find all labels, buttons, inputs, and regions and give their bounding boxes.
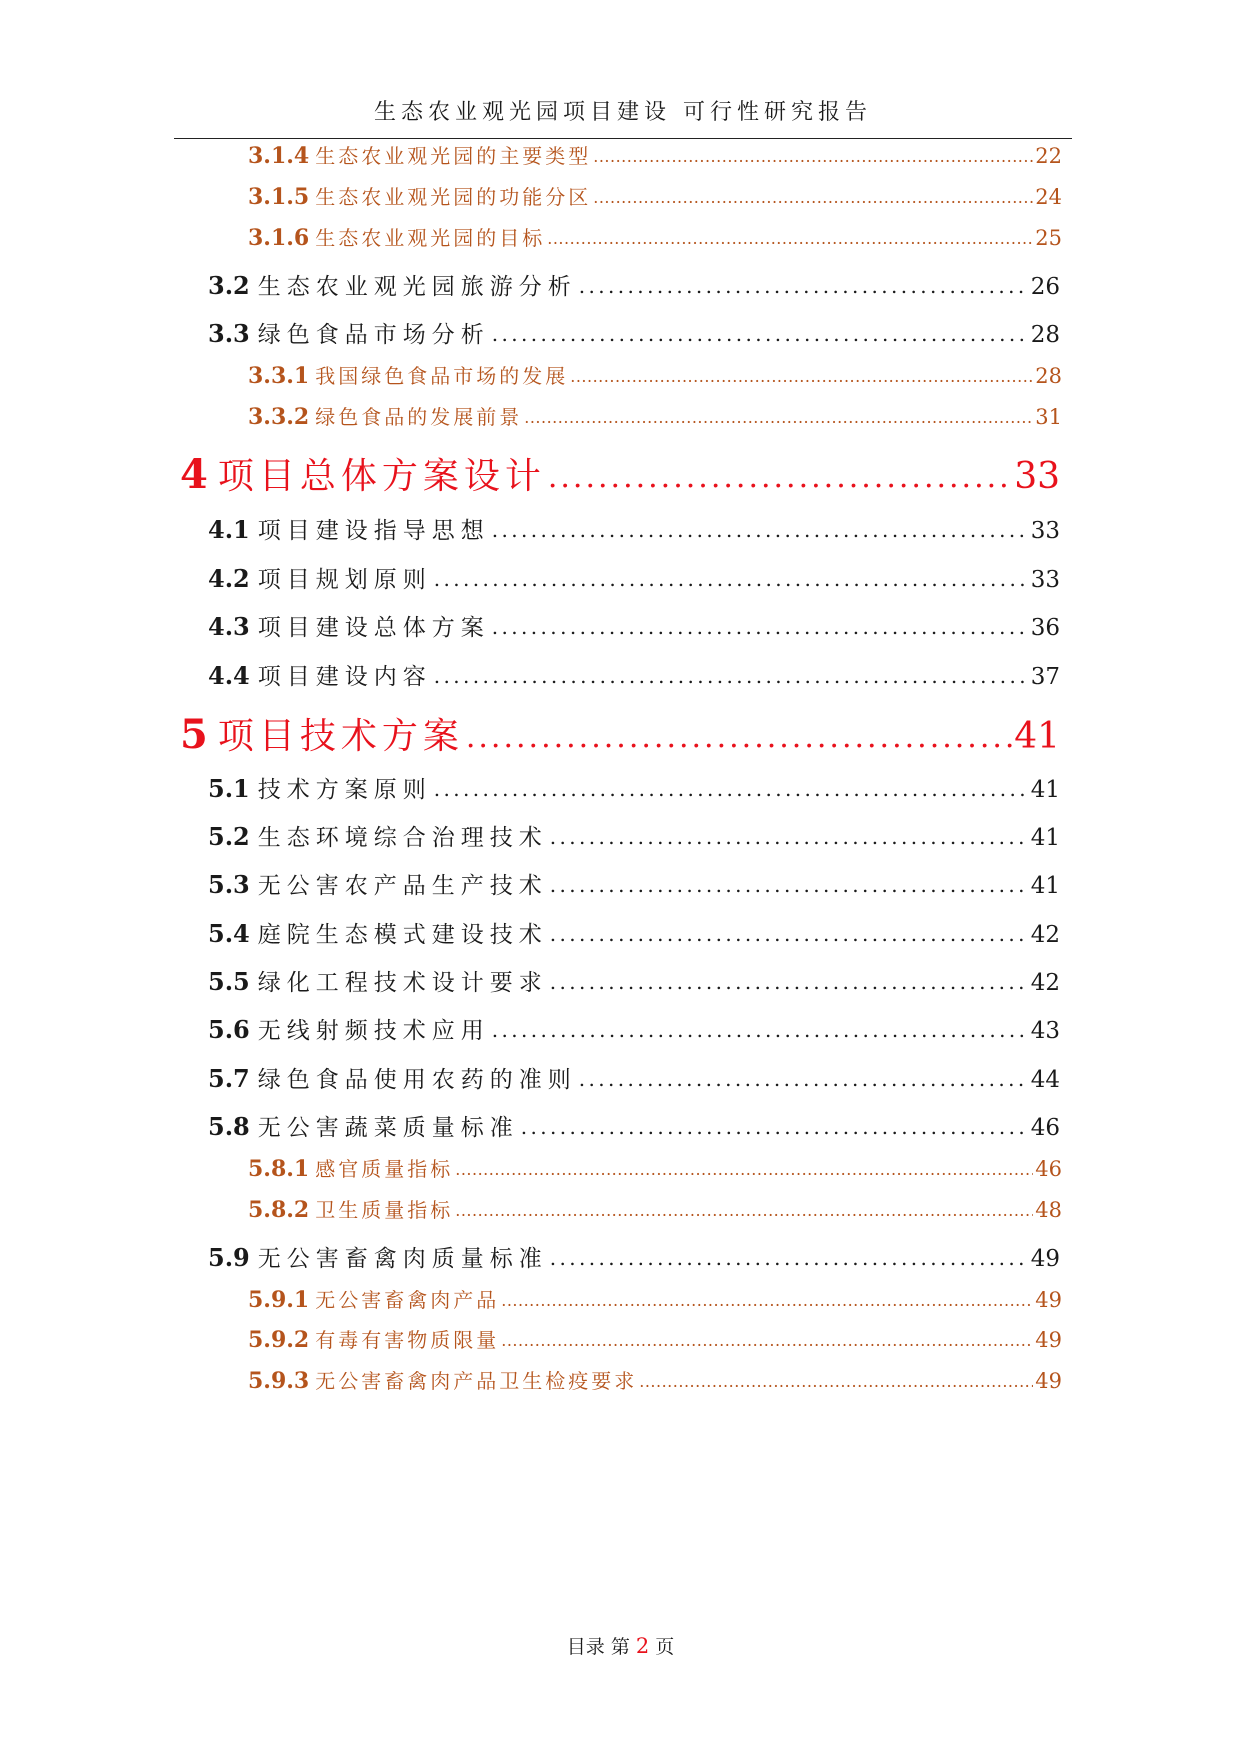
toc-entry-page: 42 [1030,970,1060,996]
toc-leader-dots [492,518,1029,542]
toc-entry-5-4[interactable] [208,916,1060,950]
toc-leader-dots [492,322,1029,346]
toc-entry-3-3-1[interactable] [248,360,1062,390]
toc-entry-page: 36 [1030,615,1060,641]
toc-entry-title: 绿色食品使用农药的准则 [257,1067,577,1093]
toc-leader-dots [501,1331,1033,1350]
toc-entry-title: 无公害农产品生产技术 [257,873,548,899]
toc-entry-number: 3.1.5 [248,184,310,210]
toc-entry-title: 项目建设指导思想 [257,518,490,544]
toc-entry-page: 41 [1014,716,1060,757]
toc-entry-title: 我国绿色食品市场的发展 [315,364,569,388]
toc-entry-title: 无公害蔬菜质量标准 [257,1115,519,1141]
toc-entry-page: 26 [1030,274,1060,300]
toc-entry-number: 4 [180,451,208,498]
toc-entry-page: 49 [1035,1288,1062,1312]
toc-entry-number: 5.3 [208,870,250,899]
toc-entry-number: 5.5 [208,967,250,996]
toc-entry-5-9-1[interactable] [248,1284,1062,1314]
toc-entry-page: 46 [1030,1115,1060,1141]
toc-entry-title: 绿化工程技术设计要求 [257,970,548,996]
toc-entry-title: 绿色食品市场分析 [257,322,490,348]
toc-entry-number: 5.9 [208,1243,250,1272]
toc-leader-dots [570,367,1033,386]
toc-entry-page: 33 [1014,456,1060,497]
toc-entry-title: 项目建设总体方案 [257,615,490,641]
toc-entry-page: 31 [1035,405,1062,429]
toc-entry-title: 生态环境综合治理技术 [257,825,548,851]
toc-entry-title: 卫生质量指标 [315,1198,454,1222]
footer-suffix: 页 [655,1636,675,1658]
toc-leader-dots [550,922,1029,946]
toc-entry-number: 3.3.2 [248,404,310,430]
toc-entry-page: 33 [1030,567,1060,593]
toc-entry-3-1-5[interactable] [248,181,1062,211]
toc-entry-4-3[interactable] [208,609,1060,643]
toc-entry-5[interactable] [180,708,1060,764]
toc-entry-number: 4.3 [208,612,250,641]
toc-leader-dots [466,720,1012,755]
toc-entry-5-6[interactable] [208,1012,1060,1046]
toc-entry-title: 庭院生态模式建设技术 [257,922,548,948]
toc-entry-5-9[interactable] [208,1240,1060,1274]
toc-entry-page: 37 [1030,664,1060,690]
toc-entry-number: 5.6 [208,1015,250,1044]
document-title: 生态农业观光园项目建设 可行性研究报告 [374,100,872,125]
toc-leader-dots [550,1246,1029,1270]
toc-entry-number: 5.8.1 [248,1156,310,1182]
toc-entry-5-8-2[interactable] [248,1194,1062,1224]
toc-entry-page: 24 [1035,185,1062,209]
toc-leader-dots [550,825,1029,849]
toc-entry-number: 5.8.2 [248,1197,310,1223]
toc-entry-number: 5.1 [208,774,250,803]
toc-entry-5-5[interactable] [208,964,1060,998]
toc-leader-dots [521,1115,1029,1139]
toc-entry-3-1-6[interactable] [248,222,1062,252]
toc-entry-5-3[interactable] [208,867,1060,901]
toc-entry-number: 4.2 [208,564,250,593]
toc-entry-5-2[interactable] [208,819,1060,853]
footer-page-number: 2 [635,1634,650,1658]
toc-entry-number: 3.1.6 [248,225,310,251]
toc-leader-dots [639,1372,1033,1391]
toc-entry-title: 无公害畜禽肉产品卫生检疫要求 [315,1369,638,1393]
toc-entry-5-9-3[interactable] [248,1365,1062,1395]
toc-entry-title: 技术方案原则 [257,777,432,803]
toc-entry-3-3[interactable] [208,316,1060,350]
toc-entry-page: 33 [1030,518,1060,544]
toc-entry-number: 3.3.1 [248,363,310,389]
toc-entry-title: 生态农业观光园的目标 [315,226,546,250]
toc-entry-number: 3.1.4 [248,143,310,169]
toc-entry-page: 44 [1030,1067,1060,1093]
toc-entry-title: 生态农业观光园的功能分区 [315,185,592,209]
toc-entry-number: 5.9.2 [248,1327,310,1353]
toc-leader-dots [547,229,1033,248]
toc-entry-number: 5.8 [208,1112,250,1141]
toc-entry-page: 49 [1035,1369,1062,1393]
toc-leader-dots [524,408,1033,427]
toc-entry-page: 25 [1035,226,1062,250]
toc-entry-title: 无线射频技术应用 [257,1018,490,1044]
toc-entry-number: 5.7 [208,1064,250,1093]
toc-entry-page: 41 [1030,777,1060,803]
toc-entry-title: 有毒有害物质限量 [315,1328,500,1352]
toc-entry-3-1-4[interactable] [248,140,1062,170]
toc-entry-page: 28 [1030,322,1060,348]
toc-entry-page: 43 [1030,1018,1060,1044]
toc-entry-5-1[interactable] [208,771,1060,805]
toc-leader-dots [455,1160,1033,1179]
toc-entry-page: 49 [1030,1246,1060,1272]
toc-leader-dots [579,1067,1029,1091]
toc-entry-title: 绿色食品的发展前景 [315,405,523,429]
toc-entry-4-2[interactable] [208,561,1060,595]
toc-entry-title: 项目规划原则 [257,567,432,593]
toc-entry-page: 41 [1030,873,1060,899]
toc-entry-page: 49 [1035,1328,1062,1352]
toc-leader-dots [579,274,1029,298]
toc-entry-number: 5.4 [208,919,250,948]
toc-entry-page: 42 [1030,922,1060,948]
toc-entry-number: 3.3 [208,319,250,348]
footer-prefix: 目录 第 [566,1636,630,1658]
toc-entry-title: 项目建设内容 [257,664,432,690]
toc-entry-number: 4.4 [208,661,250,690]
toc-entry-number: 5.9.1 [248,1287,310,1313]
toc-leader-dots [501,1291,1033,1310]
toc-entry-page: 28 [1035,364,1062,388]
toc-leader-dots [434,567,1029,591]
toc-entry-title: 项目总体方案设计 [217,456,546,497]
toc-entry-title: 生态农业观光园的主要类型 [315,144,592,168]
toc-entry-title: 无公害畜禽肉质量标准 [257,1246,548,1272]
toc-entry-page: 41 [1030,825,1060,851]
toc-leader-dots [455,1201,1033,1220]
toc-leader-dots [548,460,1012,495]
toc-entry-title: 项目技术方案 [217,716,464,757]
toc-entry-3-3-2[interactable] [248,401,1062,431]
toc-entry-number: 5 [180,711,208,758]
toc-entry-title: 生态农业观光园旅游分析 [257,274,577,300]
toc-entry-page: 22 [1035,144,1062,168]
toc-leader-dots [593,147,1033,166]
toc-entry-title: 感官质量指标 [315,1157,454,1181]
toc-leader-dots [550,970,1029,994]
toc-entry-page: 46 [1035,1157,1062,1181]
toc-entry-4-1[interactable] [208,512,1060,546]
page-footer [0,1632,1241,1659]
toc-entry-number: 4.1 [208,515,250,544]
toc-entry-number: 3.2 [208,271,250,300]
toc-leader-dots [434,664,1029,688]
toc-leader-dots [593,188,1033,207]
toc-entry-title: 无公害畜禽肉产品 [315,1288,500,1312]
toc-entry-5-8-1[interactable] [248,1153,1062,1183]
toc-entry-page: 48 [1035,1198,1062,1222]
toc-entry-4-4[interactable] [208,658,1060,692]
toc-entry-5-9-2[interactable] [248,1324,1062,1354]
toc-leader-dots [434,777,1029,801]
toc-entry-5-8[interactable] [208,1109,1060,1143]
toc-entry-number: 5.9.3 [248,1368,310,1394]
toc-leader-dots [492,615,1029,639]
toc-entry-5-7[interactable] [208,1061,1060,1095]
toc-entry-3-2[interactable] [208,268,1060,302]
toc-entry-number: 5.2 [208,822,250,851]
toc-leader-dots [550,873,1029,897]
toc-entry-4[interactable] [180,448,1060,504]
toc-leader-dots [492,1018,1029,1042]
